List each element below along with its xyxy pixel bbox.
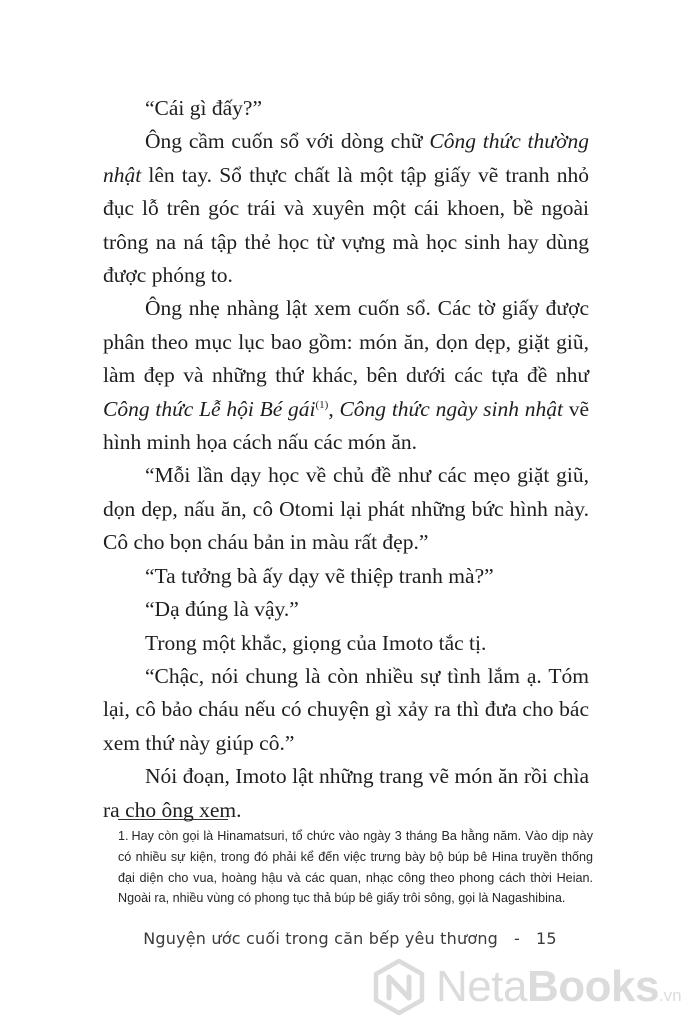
- paragraph-text: Ông nhẹ nhàng lật xem cuốn sổ. Các tờ giấy được phân theo mục lục bao gồm: món ăn, dọn dẹp, giặt giũ, làm đẹp và những thứ khác, bên dưới các tựa đề như: [103, 296, 589, 388]
- footer-separator: -: [514, 929, 520, 948]
- watermark: [370, 957, 682, 1017]
- page-number: 15: [536, 929, 557, 948]
- paragraph-9: [103, 760, 589, 827]
- paragraph-text: lên tay. Sổ thực chất là một tập giấy vẽ tranh nhỏ đục lỗ trên góc trái và xuyên một cái khoen, bề ngoài trông na ná tập thẻ học từ vựng mà học sinh hay dùng được phóng to.: [103, 162, 589, 288]
- watermark-brand-bold: Books: [526, 962, 659, 1011]
- paragraph-text: Nói đoạn, Imoto lật những trang vẽ món ăn rồi chìa ra cho ông xem.: [103, 764, 589, 822]
- paragraph-text: ,: [328, 396, 340, 421]
- paragraph-4: [103, 459, 589, 559]
- book-title: Nguyện ước cuối trong căn bếp yêu thương: [143, 929, 499, 948]
- paragraph-6: [103, 593, 589, 626]
- paragraph-text: “Mỗi lần dạy học về chủ đề như các mẹo giặt giũ, dọn dẹp, nấu ăn, cô Otomi lại phát những bức hình này. Cô cho bọn cháu bản in màu rất đẹp.”: [103, 463, 589, 555]
- paragraph-1: [103, 92, 589, 125]
- watermark-suffix: .vn: [658, 986, 682, 1005]
- paragraph-8: [103, 660, 589, 760]
- paragraph-7: [103, 627, 589, 660]
- footnote-divider: [118, 819, 228, 820]
- paragraph-text: Ông cầm cuốn sổ với dòng chữ: [145, 129, 430, 154]
- watermark-brand-regular: Neta: [436, 962, 527, 1011]
- recipe-title-italic: Công thức ngày sinh nhật: [339, 396, 563, 421]
- running-footer: [0, 929, 700, 948]
- paragraph-text: “Dạ đúng là vậy.”: [145, 597, 299, 622]
- footnote-marker[interactable]: (1): [315, 398, 329, 411]
- paragraph-text: “Chậc, nói chung là còn nhiều sự tình lắm ạ. Tóm lại, cô bảo cháu nếu có chuyện gì xảy ra thì đưa cho bác xem thứ này giúp cô.”: [103, 663, 589, 755]
- paragraph-text: “Cái gì đấy?”: [145, 96, 263, 120]
- footnote-text: Hay còn gọi là Hinamatsuri, tổ chức vào ngày 3 tháng Ba hằng năm. Vào dịp này có nhiều sự kiện, trong đó phải kể đến việc trưng bày bộ búp bê Hina truyền thống đại diện cho vua, hoàng hậu và các quan, nhạc công theo phong cách thời Heian. Ngoài ra, nhiều vùng có phong tục thả búp bê giấy trôi sông, gọi là Nagashibina.: [118, 829, 593, 906]
- paragraph-text: Trong một khắc, giọng của Imoto tắc tị.: [145, 630, 487, 655]
- paragraph-5: [103, 560, 589, 593]
- netabooks-logo-icon: [370, 958, 428, 1016]
- paragraph-text: “Ta tưởng bà ấy dạy vẽ thiệp tranh mà?”: [145, 563, 494, 588]
- footnote: [118, 826, 593, 909]
- body-text: [103, 92, 589, 827]
- paragraph-3: [103, 292, 589, 459]
- watermark-text: [436, 962, 682, 1012]
- paragraph-text: vẽ hình minh họa cách nấu các món ăn.: [103, 396, 589, 455]
- recipe-title-italic: Công thức Lễ hội Bé gái: [103, 396, 316, 421]
- paragraph-2: [103, 125, 589, 292]
- notebook-title-italic: Công thức thường nhật: [103, 129, 589, 187]
- footnote-number: 1.: [118, 829, 129, 843]
